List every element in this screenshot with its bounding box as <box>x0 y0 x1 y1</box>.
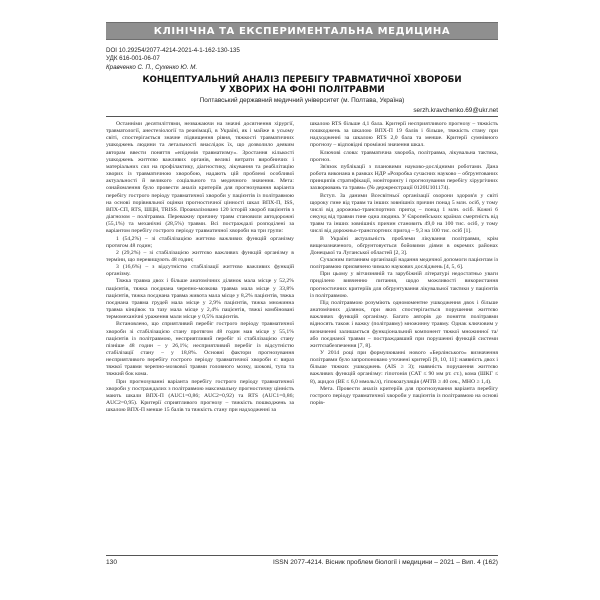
paragraph: шкалою RTS більше 4,1 бала. Критерії несприятливого прогнозу – тяжкість пошкоджень за шкалою ВПХ-П 19 балів і більше, тяжкість стану при надходженні за шкалою RTS 2,0 бала та менше. Критерії сумнівного прогнозу – відповідні проміжні значення шкал. <box>310 121 498 149</box>
paragraph: В Україні актуальність проблеми лікування політравми, крім вищезазначеного, обґрунтовується бойовими діями в окремих районах Донецької та Луганської областей [2, 3]. <box>310 235 498 256</box>
doi: DOI 10.29254/2077-4214-2021-4-1-162-130-135 <box>106 47 240 54</box>
journal-section-header <box>106 22 498 40</box>
paragraph: При цьому у вітчизняній та зарубіжній літературі недостатньо уваги приділено вивченню питання, щодо можливості використання прогностичних критеріїв для обґрунтування лікувальної тактики у пацієнтів із політравмою. <box>310 271 498 299</box>
paragraph: Тяжка травма двох і більше анатомічних ділянок мала місце у 52,2% пацієнтів, тяжка поєднана черепно-мозкова травма мала місце у 33,8% пацієнтів, тяжка поєднана травма живота мала місце у 8,2% пацієнтів, тяжка поєднана травма грудей мала місце у 2,9% пацієнтів, тяжка множинна травма кінцівок та тазу мала місце у 2,4% пацієнтів, тяжкі комбіновані термомеханічні ураження мали місце у 0,5% пацієнтів. <box>106 278 294 321</box>
paragraph: 1 (54,2%) – зі стабілізацією життєво важливих функцій організму протягом 48 годин; <box>106 235 294 249</box>
header-divider <box>106 116 498 117</box>
article-title <box>106 75 498 95</box>
paragraph: Вступ. За даними Всесвітньої організації охорони здоров'я у світі щороку гине від травм та інших зовнішніх причин понад 5 млн. осіб, у тому числі від дорожньо-транспортних пригод – понад 1 млн. осіб. Кожні 6 секунд від травми гине одна людина. У Європейських країнах смертність від травм та інших зовнішніх причин становить 49,0 на 100 тис. осіб, у тому числі від дорожньо-транспортних пригод – 9,3 на 100 тис. осіб [1]. <box>310 192 498 235</box>
footer-divider <box>106 555 498 556</box>
authors: Кравченко С. П., Сухенко Ю. М. <box>106 64 198 71</box>
journal-citation: ISSN 2077-4214. Вісник проблем біології і медицини – 2021 – Вип. 4 (162) <box>273 559 498 566</box>
paragraph: У 2014 році при формулюванні нового «Берлінського» визначення політравми було запропоновано уточнені критерії [9, 10, 11]: наявність двох і більше тяжких ушкоджень (AIS ≥ 3); наявність порушення життєво важливих функцій організму: гіпотонія (САТ ≤ 90 мм рт. ст.), кома (ШКГ ≤ 8), ацидоз (BE ≤ 6,0 ммоль/л), гіпокоагуляція (АЧТВ ≥ 40 сек., МНО ≥ 1,4). <box>310 350 498 385</box>
paragraph: Зв'язок публікації з плановими науково-дослідними роботами. Дана робота виконана в рамках НДР «Розробка сучасних науково – обґрунтованих принципів стратифікації, моніторингу і прогнозування перебігу хірургічних захворювань та травм» (№ держреєстрації 0120U101174). <box>310 163 498 192</box>
paragraph: 3 (16,6%) – з відсутністю стабілізації життєво важливих функцій організму. <box>106 264 294 278</box>
abstract-right-column <box>310 121 498 407</box>
abstract-left-column <box>106 121 294 414</box>
affiliation: Полтавський державний медичний університет (м. Полтава, Україна) <box>199 97 405 104</box>
paragraph: Останніми десятиліттями, незважаючи на значні досягнення хірургії, травматології, анестезіології та реанімації, в Україні, як і майже в усьому світі, спостерігається значне підвищення рівня, тяжкості травматичних ушкоджень людини та летальності внаслідок їх, що дозволило деяким авторам ввести поняття «епідемія травматизму». Зростання кількості ушкоджень життєво важливих органів, великі витрати виробничих і матеріальних сил на профілактику, діагностику, лікування та реабілітацію хворих із травматичною хворобою, надають цій проблемі особливої актуальності й великого соціального та медичного значення. Мета: ознайомлення було провести аналіз критеріїв для прогнозування варіанта перебігу гострого періоду травматичної хвороби у пацієнтів із політравмою на основі порівняльної оцінки прогностичної цінності шкал ВПХ-П, ISS, ВПХ-СП, RTS, ШЦН, TRISS. Проаналізовано 120 історій хвороб пацієнтів з діагнозом – політравма. Переважну причину травм становили автодорожні (55,1%) та механічні (28,5%) травми. Всі постраждалі розподілені за варіантом перебігу гострого періоду травматичної хвороби на три групи: <box>106 121 294 235</box>
paragraph: Встановлено, що сприятливий перебіг гострого періоду травматичної хвороби зі стабілізацією стану протягом 48 годин мав місце у 55,1% пацієнтів із політравмою, несприятливий перебіг зі стабілізацією стану пізніше 48 годин – у 26,1%; несприятливий перебіг із відсутністю стабілізації стану – у 18,8%. Основні фактори прогнозування несприятливого перебігу гострого періоду травматичної хвороби є: вираз тяжкої травми черепно-мозкової травми головного мозку, шокові, тупа та тяжкий бок кома. <box>106 321 294 378</box>
article-title-line-2: У ХВОРИХ НА ФОНІ ПОЛІТРАВМИ <box>219 85 385 95</box>
journal-section-title: КЛІНІЧНА ТА ЕКСПЕРИМЕНТАЛЬНА МЕДИЦИНА <box>153 25 451 37</box>
paragraph: Сучасним питанням організації надання медичної допомоги пацієнтам із політравмою присвячено чимало наукових досліджень [4, 5, 6]. <box>310 256 498 271</box>
page-number: 130 <box>106 559 118 566</box>
author-email: serzh.kravchenko.69@ukr.net <box>413 107 498 114</box>
keywords: Ключові слова: травматична хвороба, політравма, лікувальна тактика, прогноз. <box>310 149 498 163</box>
paragraph: При прогнозуванні варіанта перебігу гострого періоду травматичної хвороби у постраждалих з політравмою максимальну прогностичну цінність мають шкали ВПХ-П (AUC1=0,86; AUC2=0,92) та RTS (AUC1=0,86; AUC2=0,95). Критерії сприятливого прогнозу – тяжкість пошкоджень за шкалою ВПХ-П менше 15 балів та тяжкість стану при надходженні за <box>106 378 294 414</box>
paragraph: Мета. Провести аналіз критеріїв для прогнозування варіанта перебігу гострого періоду травматичної хвороби у пацієнтів із політравмою на основі порів- <box>310 385 498 407</box>
paragraph: Під політравмою розуміють одномоментне ушкодження двох і більше анатомічних ділянок, при яких спостерігається порушення життєво важливих функцій організму. Багато авторів до поняття політравми відносять також і важку (політравму) множинну травму. Однак ключовим у визначенні залишається функціональний компонент тяжкої множинної та/або поєднаної травми – постраждавший при порушенні функцій системи життєзабезпечення [7, 8]. <box>310 299 498 349</box>
paragraph: 2 (29,2%) – зі стабілізацією життєво важливих функцій організму в терміни, що перевищують 48 годин; <box>106 249 294 263</box>
udc: УДК 616-001-06-07 <box>106 55 160 62</box>
article-title-line-1: КОНЦЕПТУАЛЬНИЙ АНАЛІЗ ПЕРЕБІГУ ТРАВМАТИЧНОЇ ХВОРОБИ <box>142 75 462 85</box>
